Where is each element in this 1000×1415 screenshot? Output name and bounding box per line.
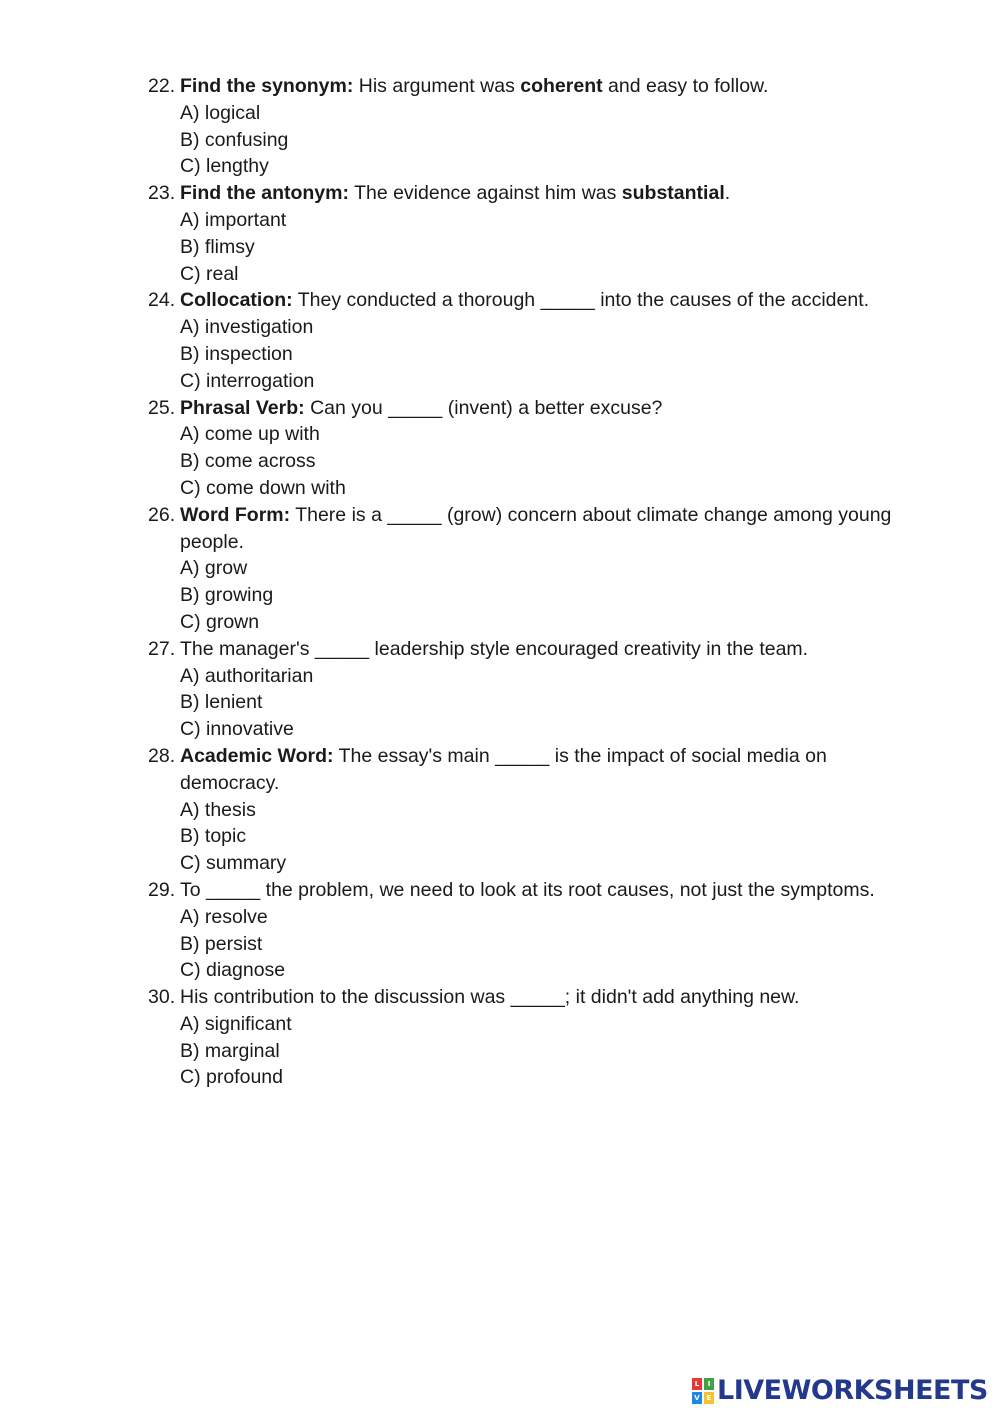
question-number: 24. bbox=[148, 289, 176, 312]
answer-option[interactable]: A) come up with bbox=[180, 423, 320, 446]
question-27 bbox=[148, 636, 918, 663]
logo-mark-letter: E bbox=[704, 1392, 714, 1404]
question-23 bbox=[148, 180, 918, 207]
question-text bbox=[180, 180, 918, 207]
question-label: Academic Word: bbox=[180, 744, 334, 767]
question-number: 30. bbox=[148, 986, 176, 1009]
question-stem-end: and easy to follow. bbox=[602, 75, 769, 97]
question-stem: They conducted a thorough _____ into the causes of the accident. bbox=[292, 289, 870, 312]
question-text bbox=[180, 502, 918, 556]
answer-option[interactable]: A) logical bbox=[180, 101, 261, 124]
answer-option[interactable]: B) flimsy bbox=[180, 235, 255, 258]
question-number: 27. bbox=[148, 637, 176, 660]
question-number: 29. bbox=[148, 878, 176, 901]
question-text bbox=[180, 636, 918, 663]
worksheet-questions bbox=[148, 73, 918, 1091]
answer-option[interactable]: A) resolve bbox=[180, 905, 268, 928]
logo-mark-letter: I bbox=[704, 1378, 714, 1390]
question-label: Find the synonym: bbox=[180, 75, 354, 97]
answer-option[interactable]: B) persist bbox=[180, 932, 263, 955]
question-stem: The manager's _____ leadership style encouraged creativity in the team. bbox=[180, 637, 809, 660]
answer-option[interactable]: B) marginal bbox=[180, 1039, 280, 1062]
question-stem: The essay's main _____ is the impact of social media on democracy. bbox=[180, 744, 827, 794]
question-stem: Can you _____ (invent) a better excuse? bbox=[304, 396, 663, 419]
question-22 bbox=[148, 73, 918, 100]
question-30 bbox=[148, 984, 918, 1011]
answer-option[interactable]: A) authoritarian bbox=[180, 664, 314, 687]
question-keyword: coherent bbox=[520, 75, 603, 97]
answer-option[interactable]: B) inspection bbox=[180, 342, 293, 365]
question-26 bbox=[148, 502, 918, 556]
question-label: Collocation: bbox=[180, 289, 293, 312]
answer-option[interactable]: C) grown bbox=[180, 610, 260, 633]
liveworksheets-logo-icon bbox=[692, 1378, 714, 1404]
question-number: 23. bbox=[148, 182, 176, 205]
answer-option[interactable]: B) come across bbox=[180, 450, 316, 473]
question-stem: His contribution to the discussion was _____; it didn't add anything new. bbox=[180, 986, 800, 1009]
answer-option[interactable]: A) important bbox=[180, 208, 287, 231]
question-text bbox=[180, 743, 918, 797]
question-text bbox=[180, 73, 918, 100]
question-number: 28. bbox=[148, 744, 176, 767]
question-text bbox=[180, 287, 918, 314]
answer-option[interactable]: A) grow bbox=[180, 557, 248, 580]
question-stem: His argument was bbox=[353, 75, 521, 97]
answer-option[interactable]: C) come down with bbox=[180, 476, 346, 499]
answer-option[interactable]: C) summary bbox=[180, 852, 287, 875]
answer-option[interactable]: A) investigation bbox=[180, 316, 314, 339]
question-label: Find the antonym: bbox=[180, 182, 349, 205]
logo-mark-letter: V bbox=[692, 1392, 702, 1404]
answer-option[interactable]: C) real bbox=[180, 262, 239, 285]
answer-option[interactable]: C) lengthy bbox=[180, 155, 269, 178]
liveworksheets-logo bbox=[692, 1376, 988, 1406]
question-28 bbox=[148, 743, 918, 797]
answer-option[interactable]: B) growing bbox=[180, 584, 274, 607]
answer-option[interactable]: A) thesis bbox=[180, 798, 256, 821]
question-stem: To _____ the problem, we need to look at its root causes, not just the symptoms. bbox=[180, 878, 875, 901]
question-stem: The evidence against him was bbox=[349, 182, 622, 205]
question-text bbox=[180, 395, 918, 422]
answer-option[interactable]: B) lenient bbox=[180, 691, 263, 714]
answer-option[interactable]: C) innovative bbox=[180, 718, 294, 741]
question-stem: There is a _____ (grow) concern about climate change among young people. bbox=[180, 503, 892, 553]
answer-option[interactable]: B) confusing bbox=[180, 128, 289, 151]
answer-option[interactable]: C) profound bbox=[180, 1066, 283, 1089]
logo-text: LIVEWORKSHEETS bbox=[717, 1375, 988, 1406]
question-number: 22. bbox=[148, 75, 176, 97]
question-text bbox=[180, 984, 918, 1011]
question-29 bbox=[148, 877, 918, 904]
question-number: 25. bbox=[148, 396, 176, 419]
question-24 bbox=[148, 287, 918, 314]
answer-option[interactable]: A) significant bbox=[180, 1012, 292, 1035]
question-keyword: substantial bbox=[621, 182, 725, 205]
answer-option[interactable]: C) interrogation bbox=[180, 369, 315, 392]
question-stem-end: . bbox=[724, 182, 731, 205]
question-text bbox=[180, 877, 918, 904]
question-number: 26. bbox=[148, 503, 176, 526]
answer-option[interactable]: C) diagnose bbox=[180, 959, 286, 982]
question-label: Word Form: bbox=[180, 503, 291, 526]
answer-option[interactable]: B) topic bbox=[180, 825, 247, 848]
logo-mark-letter: L bbox=[692, 1378, 702, 1390]
question-label: Phrasal Verb: bbox=[180, 396, 305, 419]
question-25 bbox=[148, 395, 918, 422]
